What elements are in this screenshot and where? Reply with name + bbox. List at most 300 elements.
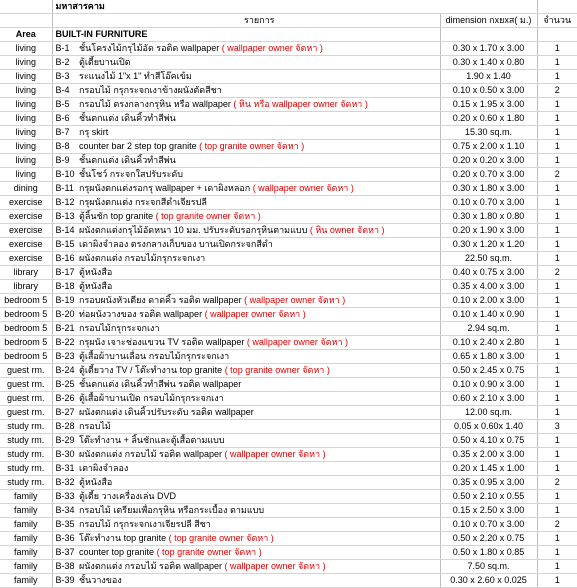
cell-code[interactable]: B-39 [52, 574, 77, 588]
owner-note: ( top granite owner จัดหา ) [155, 211, 261, 221]
cell-quantity[interactable]: 1 [537, 406, 577, 420]
cell-area[interactable]: study rm. [0, 476, 52, 490]
cell-area[interactable]: family [0, 560, 52, 574]
cell-area[interactable]: family [0, 546, 52, 560]
cell-area[interactable]: exercise [0, 238, 52, 252]
cell-area[interactable]: study rm. [0, 448, 52, 462]
cell-code[interactable]: B-33 [52, 490, 77, 504]
cell-dimension[interactable]: 0.30 x 1.80 x 0.80 [440, 210, 537, 224]
cell-empty[interactable] [537, 28, 577, 42]
table-row [0, 350, 577, 364]
cell-dimension[interactable]: 0.35 x 4.00 x 3.00 [440, 280, 537, 294]
cell-quantity[interactable]: 1 [537, 112, 577, 126]
cell-dimension[interactable]: 0.15 x 1.95 x 3.00 [440, 98, 537, 112]
title-row [0, 0, 577, 14]
cell-dimension[interactable]: 0.75 x 2.00 x 1.10 [440, 140, 537, 154]
description-text: เดาผิงจำลอง ตรงกลางเก็บของ บานเปิดกระจกสีดำ [79, 239, 273, 249]
cell-code[interactable]: B-30 [52, 448, 77, 462]
cell-dimension[interactable]: 0.10 x 0.50 x 3.00 [440, 84, 537, 98]
description-text: ตู้เตี้ยวาง TV / โต๊ะทำงาน top granite [79, 365, 225, 375]
description-text: ชั้นตกแต่ง เดินคิ้วทำสีพ่น [79, 155, 176, 165]
description-text: โต๊ะทำงาน + ลิ้นชักและตู้เสื้อตามแบบ [79, 435, 225, 445]
owner-note: ( wallpaper owner จัดหา ) [219, 43, 323, 53]
description-text: กรุ skirt [79, 127, 109, 137]
cell-description[interactable] [77, 140, 440, 154]
table-row [0, 336, 577, 350]
cell-quantity[interactable]: 1 [537, 448, 577, 462]
cell-area[interactable]: family [0, 574, 52, 588]
cell-area[interactable]: exercise [0, 252, 52, 266]
description-text: counter bar 2 step top granite [79, 141, 200, 151]
section-header-row [0, 28, 577, 42]
cell-code[interactable]: B-8 [52, 140, 77, 154]
owner-note: ( wallpaper owner จัดหา ) [204, 309, 306, 319]
table-row [0, 42, 577, 56]
cell-dimension[interactable]: 0.30 x 1.40 x 0.80 [440, 56, 537, 70]
cell-description[interactable] [77, 462, 440, 476]
cell-code[interactable]: B-13 [52, 210, 77, 224]
table-row [0, 504, 577, 518]
description-text: ตู้หนังสือ [79, 477, 113, 487]
cell-area[interactable]: living [0, 126, 52, 140]
cell-dimension[interactable]: 22.50 sq.m. [440, 252, 537, 266]
cell-area[interactable]: exercise [0, 210, 52, 224]
cell-description[interactable] [77, 434, 440, 448]
description-text: ตู้หนังสือ [79, 281, 113, 291]
cell-description[interactable] [77, 504, 440, 518]
description-text: counter top granite [79, 547, 157, 557]
cell-code[interactable]: B-20 [52, 308, 77, 322]
owner-note: ( wallpaper owner จัดหา ) [221, 449, 326, 459]
cell-area[interactable]: guest rm. [0, 392, 52, 406]
cell-dimension[interactable]: 0.20 x 1.45 x 1.00 [440, 462, 537, 476]
table-row [0, 322, 577, 336]
table-row [0, 378, 577, 392]
table-row [0, 434, 577, 448]
cell-dimension[interactable]: 0.20 x 0.20 x 3.00 [440, 154, 537, 168]
cell-dimension[interactable]: 0.10 x 0.90 x 3.00 [440, 378, 537, 392]
cell-description[interactable] [77, 546, 440, 560]
cell-description[interactable] [77, 168, 440, 182]
table-row [0, 476, 577, 490]
cell-dimension[interactable]: 12.00 sq.m. [440, 406, 537, 420]
cell-code[interactable]: B-15 [52, 238, 77, 252]
cell-area[interactable]: living [0, 112, 52, 126]
cell-code[interactable]: B-26 [52, 392, 77, 406]
cell-code[interactable]: B-35 [52, 518, 77, 532]
cell-empty[interactable] [0, 0, 52, 14]
owner-note: ( top granite owner จัดหา ) [168, 533, 274, 543]
cell-code[interactable]: B-18 [52, 280, 77, 294]
cell-empty[interactable] [440, 28, 537, 42]
cell-dimension[interactable]: 0.10 x 0.70 x 3.00 [440, 518, 537, 532]
table-row [0, 490, 577, 504]
cell-description[interactable] [77, 182, 440, 196]
cell-quantity[interactable]: 1 [537, 126, 577, 140]
cell-dimension[interactable]: 15.30 sq.m. [440, 126, 537, 140]
owner-note: ( top granite owner จัดหา ) [224, 365, 330, 375]
cell-dimension[interactable]: 0.40 x 0.75 x 3.00 [440, 266, 537, 280]
table-row [0, 224, 577, 238]
cell-description[interactable] [77, 518, 440, 532]
cell-area[interactable]: bedroom 5 [0, 322, 52, 336]
cell-quantity[interactable]: 2 [537, 168, 577, 182]
description-text: ชั้นโครงไม้กรุไม้อัด รอติด wallpaper [79, 43, 220, 53]
cell-quantity[interactable]: 1 [537, 294, 577, 308]
cell-area[interactable]: family [0, 518, 52, 532]
cell-quantity[interactable]: 1 [537, 364, 577, 378]
table-row [0, 364, 577, 378]
cell-area[interactable]: living [0, 56, 52, 70]
section-title[interactable]: BUILT-IN FURNITURE [52, 28, 440, 42]
cell-quantity[interactable]: 1 [537, 56, 577, 70]
owner-note: ( wallpaper owner จัดหา ) [244, 295, 346, 305]
cell-description[interactable] [77, 126, 440, 140]
description-text: กรุผนังตกแต่งรอกรุ wallpaper + เดาผิงหลอก [79, 183, 253, 193]
cell-dimension[interactable]: 0.35 x 0.95 x 3.00 [440, 476, 537, 490]
description-text: ชั้นวางของ [79, 575, 122, 585]
table-row [0, 574, 577, 588]
cell-quantity[interactable]: 1 [537, 196, 577, 210]
description-text: ผนังตกแต่ง กรอบไม้ รอติด wallpaper [79, 449, 222, 459]
cell-area[interactable]: living [0, 154, 52, 168]
cell-description[interactable] [77, 98, 440, 112]
header-area[interactable]: Area [0, 28, 52, 42]
cell-dimension[interactable]: 0.20 x 1.90 x 3.00 [440, 224, 537, 238]
description-text: กรอบไม้ กรุกระจกเงาข้างผนังตัดสีชา [79, 85, 222, 95]
cell-dimension[interactable]: 0.30 x 1.20 x 1.20 [440, 238, 537, 252]
cell-area[interactable]: study rm. [0, 462, 52, 476]
cell-code[interactable]: B-36 [52, 532, 77, 546]
cell-area[interactable]: family [0, 504, 52, 518]
table-row [0, 210, 577, 224]
cell-area[interactable]: bedroom 5 [0, 336, 52, 350]
cell-area[interactable]: guest rm. [0, 364, 52, 378]
cell-area[interactable]: living [0, 98, 52, 112]
cell-code[interactable]: B-14 [52, 224, 77, 238]
description-text: ตู้เตี้ยบานเปิด [79, 57, 131, 67]
cell-description[interactable] [77, 252, 440, 266]
cell-description[interactable] [77, 378, 440, 392]
cell-code[interactable]: B-38 [52, 560, 77, 574]
cell-dimension[interactable]: 0.10 x 0.70 x 3.00 [440, 196, 537, 210]
cell-code[interactable]: B-16 [52, 252, 77, 266]
cell-dimension[interactable]: 0.30 x 2.60 x 0.025 [440, 574, 537, 588]
cell-description[interactable] [77, 350, 440, 364]
cell-area[interactable]: library [0, 266, 52, 280]
cell-quantity[interactable]: 1 [537, 252, 577, 266]
cell-quantity[interactable]: 1 [537, 322, 577, 336]
description-text: กรุผนังตกแต่ง กระจกสีดำเจียรปลี [79, 197, 207, 207]
cell-quantity[interactable]: 1 [537, 98, 577, 112]
cell-quantity[interactable]: 1 [537, 378, 577, 392]
table-row [0, 70, 577, 84]
description-text: กรอบไม้ เตรียมเพื่อกรุหิน หรือกระเบื้อง ตามแบบ [79, 505, 265, 515]
cell-quantity[interactable]: 1 [537, 238, 577, 252]
cell-description[interactable] [77, 196, 440, 210]
cell-dimension[interactable]: 1.90 x 1.40 [440, 70, 537, 84]
cell-quantity[interactable]: 1 [537, 280, 577, 294]
description-text: ตู้หนังสือ [79, 267, 113, 277]
cell-description[interactable] [77, 42, 440, 56]
cell-code[interactable]: B-34 [52, 504, 77, 518]
description-text: กรอบผนังหัวเตียง ดาดคิ้ว รอติด wallpaper [79, 295, 245, 305]
cell-quantity[interactable]: 2 [537, 266, 577, 280]
owner-note: ( wallpaper owner จัดหา ) [246, 337, 349, 347]
cell-quantity[interactable]: 1 [537, 336, 577, 350]
cell-area[interactable]: living [0, 168, 52, 182]
owner-note: ( top granite owner จัดหา ) [156, 547, 262, 557]
cell-dimension[interactable]: 0.50 x 4.10 x 0.75 [440, 434, 537, 448]
cell-code[interactable]: B-32 [52, 476, 77, 490]
header-dim[interactable]: dimension กxยxส( ม.) [440, 14, 537, 28]
cell-dimension[interactable]: 0.20 x 0.70 x 3.00 [440, 168, 537, 182]
table-row [0, 420, 577, 434]
cell-description[interactable] [77, 392, 440, 406]
column-header-row [0, 14, 577, 28]
table-row [0, 532, 577, 546]
table-row [0, 140, 577, 154]
sheet-title[interactable]: มหาสารคาม [52, 0, 440, 14]
description-text: ผนังตกแต่ง กรอบไม้ รอติด wallpaper [79, 561, 225, 571]
cell-description[interactable] [77, 406, 440, 420]
cell-quantity[interactable]: 1 [537, 140, 577, 154]
cell-area[interactable]: study rm. [0, 434, 52, 448]
table-row [0, 448, 577, 462]
cell-code[interactable]: B-3 [52, 70, 77, 84]
description-text: ตู้เสื้อผ้าบานเลื่อน กรอบไม้กรุกระจกเงา [79, 351, 230, 361]
cell-quantity[interactable]: 1 [537, 560, 577, 574]
description-text: กรอบไม้ ตรงกลางกรุหิน หรือ wallpaper [79, 99, 234, 109]
table-row [0, 126, 577, 140]
cell-description[interactable] [77, 56, 440, 70]
cell-code[interactable]: B-37 [52, 546, 77, 560]
cell-area[interactable]: bedroom 5 [0, 308, 52, 322]
cell-code[interactable]: B-23 [52, 350, 77, 364]
cell-code[interactable]: B-5 [52, 98, 77, 112]
cell-quantity[interactable]: 1 [537, 70, 577, 84]
description-text: กรุผนัง เจาะช่องแขวน TV รอติด wallpaper [79, 337, 247, 347]
table-row [0, 182, 577, 196]
description-text: ท่อผนังวางของ รอติด wallpaper [79, 309, 205, 319]
owner-note: ( top granite owner จัดหา ) [199, 141, 305, 151]
cell-dimension[interactable]: 0.10 x 2.00 x 3.00 [440, 294, 537, 308]
cell-area[interactable]: exercise [0, 224, 52, 238]
cell-quantity[interactable]: 1 [537, 224, 577, 238]
cell-dimension[interactable]: 0.35 x 2.00 x 3.00 [440, 448, 537, 462]
cell-dimension[interactable]: 0.50 x 2.10 x 0.55 [440, 490, 537, 504]
cell-code[interactable]: B-1 [52, 42, 77, 56]
cell-quantity[interactable]: 1 [537, 490, 577, 504]
cell-description[interactable] [77, 322, 440, 336]
description-text: กรอบไม้ กรุกระจกเงาเจียรปลี สีชา [79, 519, 211, 529]
cell-code[interactable]: B-28 [52, 420, 77, 434]
cell-code[interactable]: B-6 [52, 112, 77, 126]
cell-description[interactable] [77, 448, 440, 462]
table-row [0, 112, 577, 126]
cell-description[interactable] [77, 238, 440, 252]
cell-dimension[interactable]: 0.50 x 1.80 x 0.85 [440, 546, 537, 560]
table-row [0, 266, 577, 280]
table-row [0, 252, 577, 266]
cell-quantity[interactable]: 3 [537, 420, 577, 434]
cell-description[interactable] [77, 112, 440, 126]
cell-area[interactable]: bedroom 5 [0, 294, 52, 308]
table-row [0, 392, 577, 406]
owner-note: ( wallpaper owner จัดหา ) [252, 183, 354, 193]
table-row [0, 462, 577, 476]
cell-description[interactable] [77, 210, 440, 224]
cell-code[interactable]: B-7 [52, 126, 77, 140]
header-desc[interactable]: รายการ [77, 14, 440, 28]
table-row [0, 560, 577, 574]
cell-description[interactable] [77, 70, 440, 84]
cell-quantity[interactable]: 1 [537, 154, 577, 168]
cell-code[interactable]: B-29 [52, 434, 77, 448]
cell-dimension[interactable]: 2.94 sq.m. [440, 322, 537, 336]
cell-quantity[interactable]: 1 [537, 532, 577, 546]
cell-dimension[interactable]: 7.50 sq.m. [440, 560, 537, 574]
cell-quantity[interactable]: 1 [537, 546, 577, 560]
cell-dimension[interactable]: 0.10 x 1.40 x 0.90 [440, 308, 537, 322]
cell-code[interactable]: B-31 [52, 462, 77, 476]
cell-quantity[interactable]: 1 [537, 42, 577, 56]
description-text: ตู้ลิ้นชัก top granite [79, 211, 156, 221]
cell-quantity[interactable]: 2 [537, 84, 577, 98]
cell-area[interactable]: living [0, 70, 52, 84]
cell-dimension[interactable]: 0.30 x 1.70 x 3.00 [440, 42, 537, 56]
cell-empty[interactable] [440, 0, 537, 14]
cell-code[interactable]: B-27 [52, 406, 77, 420]
cell-area[interactable]: living [0, 42, 52, 56]
cell-code[interactable]: B-2 [52, 56, 77, 70]
cell-area[interactable]: family [0, 532, 52, 546]
cell-description[interactable] [77, 574, 440, 588]
description-text: โต๊ะทำงาน top granite [79, 533, 169, 543]
cell-quantity[interactable]: 1 [537, 182, 577, 196]
cell-quantity[interactable]: 1 [537, 574, 577, 588]
description-text: กรอบไม้ [79, 421, 111, 431]
cell-description[interactable] [77, 476, 440, 490]
cell-empty[interactable] [0, 14, 52, 28]
cell-description[interactable] [77, 280, 440, 294]
cell-dimension[interactable]: 0.15 x 2.50 x 3.00 [440, 504, 537, 518]
table-row [0, 294, 577, 308]
cell-code[interactable]: B-17 [52, 266, 77, 280]
description-text: ชั้นตกแต่ง เดินคิ้วทำสีพ่น [79, 113, 176, 123]
cell-quantity[interactable]: 1 [537, 350, 577, 364]
cell-empty[interactable] [537, 0, 577, 14]
table-row [0, 196, 577, 210]
cell-code[interactable]: B-25 [52, 378, 77, 392]
description-text: กรอบไม้กรุกระจกเงา [79, 323, 160, 333]
cell-code[interactable]: B-19 [52, 294, 77, 308]
cell-area[interactable]: exercise [0, 196, 52, 210]
cell-description[interactable] [77, 420, 440, 434]
cell-quantity[interactable]: 2 [537, 518, 577, 532]
cell-dimension[interactable]: 0.60 x 2.10 x 3.00 [440, 392, 537, 406]
cell-description[interactable] [77, 532, 440, 546]
cell-description[interactable] [77, 266, 440, 280]
cell-area[interactable]: guest rm. [0, 378, 52, 392]
cell-code[interactable]: B-22 [52, 336, 77, 350]
cell-description[interactable] [77, 84, 440, 98]
table-row [0, 238, 577, 252]
table-row [0, 168, 577, 182]
cell-dimension[interactable]: 0.20 x 0.60 x 1.80 [440, 112, 537, 126]
cell-area[interactable]: study rm. [0, 420, 52, 434]
cell-quantity[interactable]: 1 [537, 504, 577, 518]
cell-description[interactable] [77, 224, 440, 238]
table-row [0, 518, 577, 532]
cell-area[interactable]: guest rm. [0, 406, 52, 420]
description-text: ผนังตกแต่ง กรอบไม้กรุกระจกเงา [79, 253, 206, 263]
table-row [0, 84, 577, 98]
cell-area[interactable]: dining [0, 182, 52, 196]
table-row [0, 406, 577, 420]
cell-quantity[interactable]: 1 [537, 308, 577, 322]
cell-dimension[interactable]: 0.50 x 2.45 x 0.75 [440, 364, 537, 378]
table-row [0, 280, 577, 294]
cell-description[interactable] [77, 364, 440, 378]
description-text: ชั้นตกแต่ง เดินคิ้วทำสีพ่น รอติด wallpaper [79, 379, 242, 389]
cell-code[interactable]: B-24 [52, 364, 77, 378]
description-text: ตู้เตี้ย วางเครื่องเล่น DVD [79, 491, 177, 501]
cell-area[interactable]: family [0, 490, 52, 504]
cell-description[interactable] [77, 308, 440, 322]
table-row [0, 56, 577, 70]
header-qty[interactable]: จำนวน [537, 14, 577, 28]
cell-quantity[interactable]: 1 [537, 462, 577, 476]
owner-note: ( หิน หรือ wallpaper owner จัดหา ) [233, 99, 368, 109]
cell-code[interactable]: B-4 [52, 84, 77, 98]
cell-dimension[interactable]: 0.05 x 0.60x 1.40 [440, 420, 537, 434]
description-text: เตาผิงจำลอง [79, 463, 129, 473]
cell-quantity[interactable]: 1 [537, 210, 577, 224]
cell-quantity[interactable]: 1 [537, 392, 577, 406]
cell-description[interactable] [77, 490, 440, 504]
cell-description[interactable] [77, 560, 440, 574]
cell-dimension[interactable]: 0.65 x 1.80 x 3.00 [440, 350, 537, 364]
cell-code[interactable]: B-10 [52, 168, 77, 182]
table-row [0, 154, 577, 168]
cell-area[interactable]: bedroom 5 [0, 350, 52, 364]
cell-code[interactable]: B-21 [52, 322, 77, 336]
table-row [0, 308, 577, 322]
cell-quantity[interactable]: 1 [537, 434, 577, 448]
table-row [0, 98, 577, 112]
owner-note: ( wallpaper owner จัดหา ) [224, 561, 326, 571]
cell-empty[interactable] [52, 14, 77, 28]
description-text: ระแนงไม้ 1"x 1" ทำสีโอ๊คเข้ม [79, 71, 192, 81]
cell-dimension[interactable]: 0.10 x 2.40 x 2.80 [440, 336, 537, 350]
table-row [0, 546, 577, 560]
cell-description[interactable] [77, 154, 440, 168]
cell-quantity[interactable]: 2 [537, 476, 577, 490]
cell-code[interactable]: B-12 [52, 196, 77, 210]
cell-area[interactable]: living [0, 84, 52, 98]
description-text: ผนังตกแต่งกรุไม้อัดหนา 10 มม. ปรับระดับรอกรุหินตามแบบ [79, 225, 310, 235]
cell-area[interactable]: library [0, 280, 52, 294]
cell-dimension[interactable]: 0.30 x 1.80 x 3.00 [440, 182, 537, 196]
description-text: ผนังตกแต่ง เดินคิ้วปรับระดับ รอติด wallpaper [79, 407, 254, 417]
cell-dimension[interactable]: 0.50 x 2.20 x 0.75 [440, 532, 537, 546]
cell-code[interactable]: B-11 [52, 182, 77, 196]
cell-area[interactable]: living [0, 140, 52, 154]
cell-code[interactable]: B-9 [52, 154, 77, 168]
cell-description[interactable] [77, 336, 440, 350]
cell-description[interactable] [77, 294, 440, 308]
